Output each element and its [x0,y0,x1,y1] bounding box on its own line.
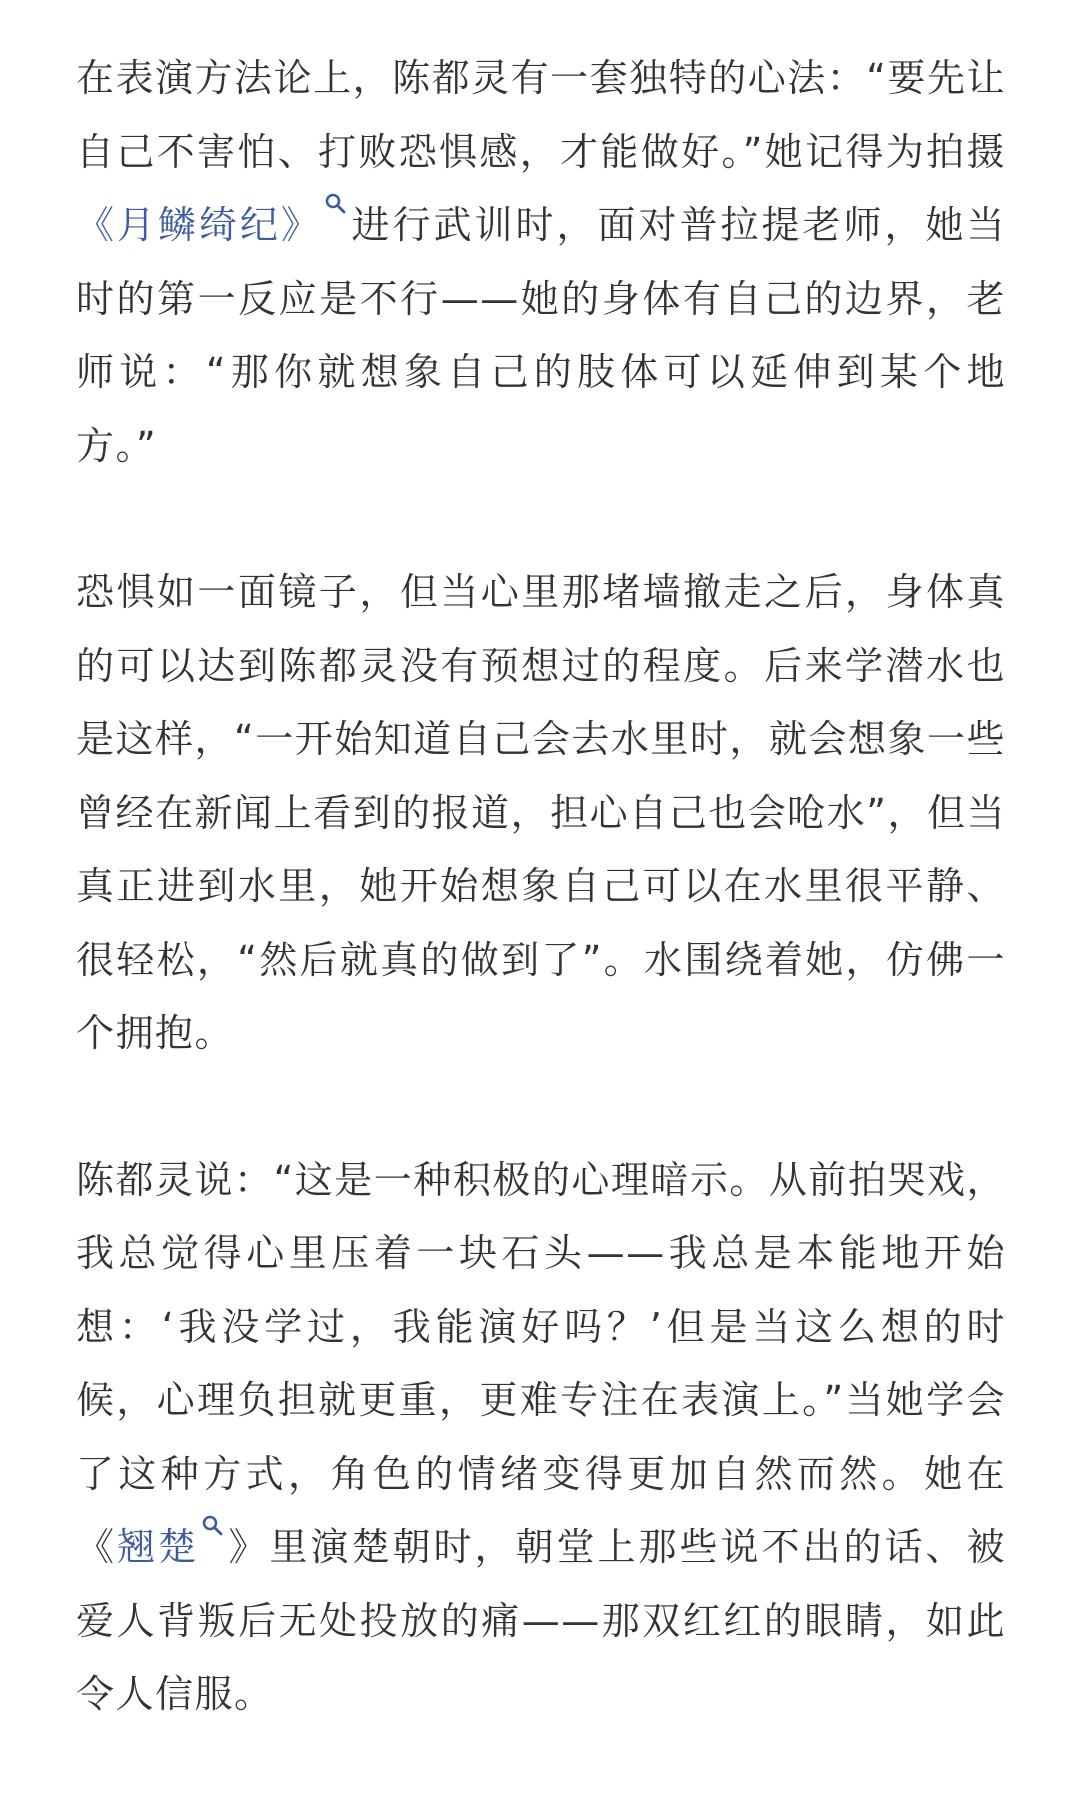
link-qiaochu[interactable]: 翘楚 [117,1525,199,1569]
paragraph-3-text-b: 》里演楚朝时，朝堂上那些说不出的话、被爱人背叛后无处投放的痛——那双红红的眼睛，如此令人信服。 [76,1525,1006,1716]
paragraph-1-text-a: 在表演方法论上，陈都灵有一套独特的心法：“要先让自己不害怕、打败恐惧感，才能做好。”她记得为拍摄 [76,56,1006,174]
paragraph-1-text-b: 进行武训时，面对普拉提老师，她当时的第一反应是不行——她的身体有自己的边界，老师说：“那你就想象自己的肢体可以延伸到某个地方。” [76,203,1006,468]
paragraph-1 [76,42,1006,483]
search-icon[interactable] [324,192,348,216]
search-icon[interactable] [201,1514,225,1538]
article-body [76,42,1006,1805]
paragraph-2-text: 恐惧如一面镜子，但当心里那堵墙撤走之后，身体真的可以达到陈都灵没有预想过的程度。后来学潜水也是这样，“一开始知道自己会去水里时，就会想象一些曾经在新闻上看到的报道，担心自己也会呛水”，但当真正进到水里，她开始想象自己可以在水里很平静、很轻松，“然后就真的做到了”。水围绕着她，仿佛一个拥抱。 [76,570,1006,1055]
paragraph-3-text-a: 陈都灵说：“这是一种积极的心理暗示。从前拍哭戏，我总觉得心里压着一块石头——我总是本能地开始想：‘我没学过，我能演好吗？’但是当这么想的时候，心理负担就更重，更难专注在表演上。”当她学会了这种方式，角色的情绪变得更加自然而然。她在《 [76,1157,1006,1569]
paragraph-3 [76,1144,1006,1732]
paragraph-2 [76,556,1006,1071]
link-yuelin-qiji[interactable]: 《月鳞绮纪》 [76,203,322,247]
